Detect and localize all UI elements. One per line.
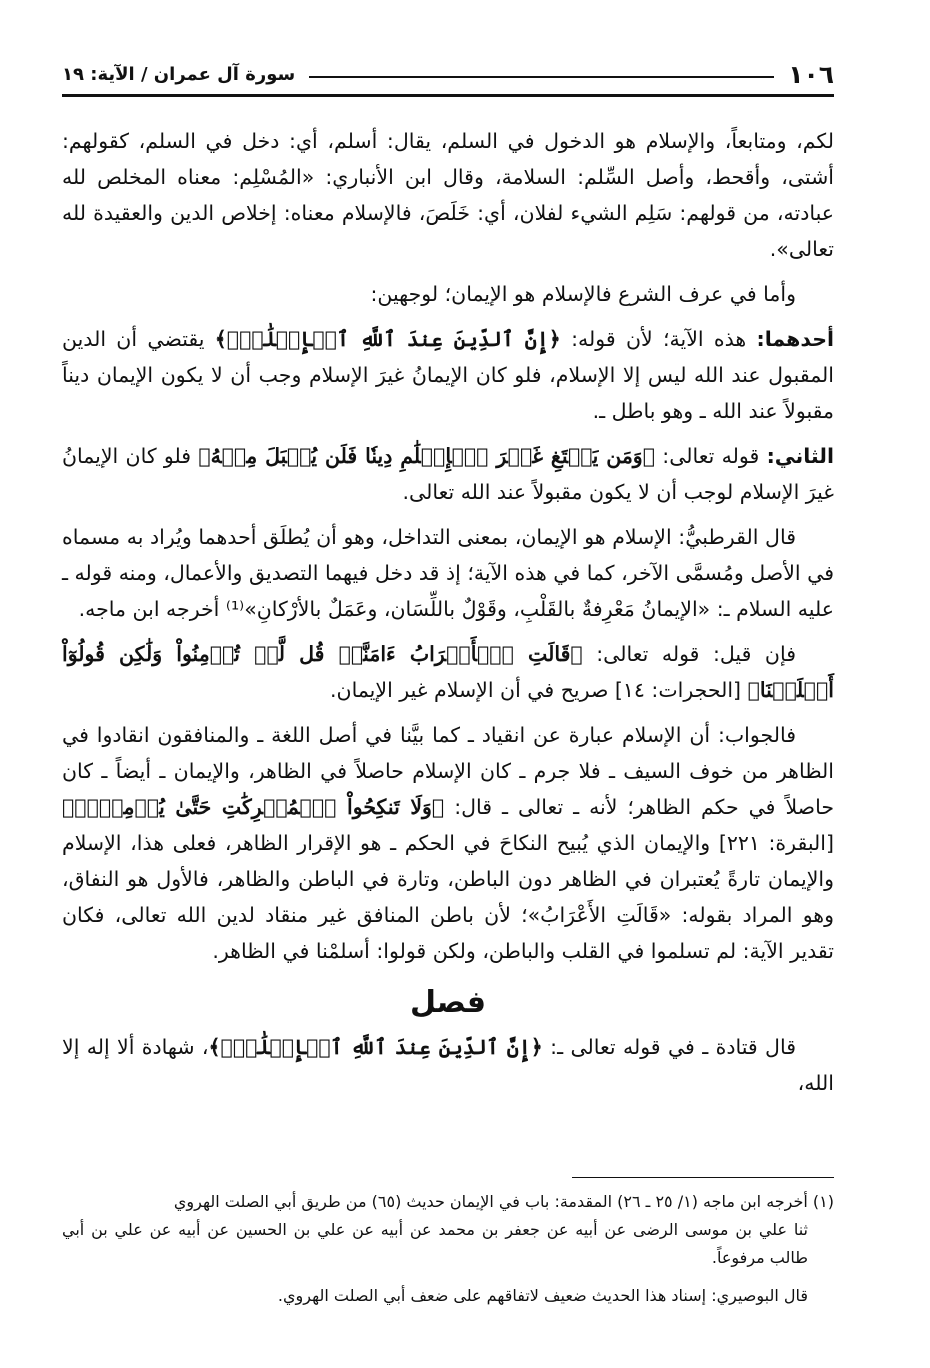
paragraph-8 xyxy=(62,1029,834,1101)
footnote-separator xyxy=(572,1177,834,1178)
paragraph-3 xyxy=(62,321,834,429)
quran-verse: ﴿إِنَّ ٱلدِّينَ عِندَ ٱللَّهِ ٱلۡإِسۡلَٰمُۗ﴾ xyxy=(214,327,561,351)
paragraph-text: [الحجرات: ١٤] صريح في أن الإسلام غير الإيمان. xyxy=(330,678,748,702)
paragraph-lead: أحدهما: xyxy=(756,327,834,351)
quran-verse: ﴿إِنَّ ٱلدِّينَ عِندَ ٱللَّهِ ٱلۡإِسۡلَٰمُۗ﴾ xyxy=(208,1035,543,1059)
paragraph-5: قال القرطبيُّ: الإسلام هو الإيمان، بمعنى التداخل، وهو أن يُطلَق أحدهما ويُراد به مسماه في الأصل ومُسمَّى الآخر، كما في هذه الآية؛ إذ قد دخل فيهما التصديق والأعمال، ومنه قوله ـ عليه السلام ـ: «الإيمانُ مَعْرِفةٌ بالقَلْبِ، وقَوْلٌ باللِّسَان، وعَمَلٌ بالأرْكانِ»⁽¹⁾ أخرجه ابن ماجه. xyxy=(62,525,834,621)
quran-verse: ﴿وَلَا تَنكِحُواْ ٱلۡمُشۡرِكَٰتِ حَتَّىٰ يُؤۡمِنَّۚ﴾ xyxy=(62,795,445,819)
footnote-remark: قال البوصيري: إسناد هذا الحديث ضعيف لاتفاقهم على ضعف أبي الصلت الهروي. xyxy=(277,1286,808,1305)
paragraph-text: قوله تعالى: xyxy=(655,444,767,468)
paragraph-1: لكم، ومتابعاً، والإسلام هو الدخول في السلم، يقال: أسلم، أي: دخل في السلم، كقولهم: أشتى، وأقحط، وأصل السِّلم: السلامة، وقال ابن الأنباري: «المُسْلِم: معناه المخلص لله عبادته، من قولهم: سَلِم الشيء لفلان، أي: خَلَصَ، فالإسلام معناه: إخلاص الدين والعقيدة لله تعالى». xyxy=(62,129,834,261)
paragraph-4 xyxy=(62,438,834,510)
page-header xyxy=(62,56,834,92)
paragraph-lead: الثاني: xyxy=(766,444,834,468)
surah-reference: سورة آل عمران / الآية: ١٩ xyxy=(62,63,296,85)
paragraph-text: [البقرة: ٢٢١] والإيمان الذي يُبيح النكاحَ في الحكم ـ هو الإقرار الظاهر، فعلى هذا، الإسلام والإيمان تارةً يُعتبران في الظاهر دون الباطن، وتارة في الباطن والظاهر، فالأول هو النفاق، وهو المراد بقوله: «قَالَتِ الأَعْرَابُ»؛ لأن باطن المنافق غير منقاد لدين الله تعالى، فكان تقدير الآية: لم تسلموا في القلب والباطن، ولكن قولوا: أسلمْنا في الظاهر. xyxy=(62,831,834,963)
quran-verse: ﴿قَالَتِ ٱلۡأَعۡرَابُ ءَامَنَّاۖ قُل لَّمۡ تُؤۡمِنُواْ وَلَٰكِن قُولُوٓاْ أَسۡلَمۡنَا﴾ xyxy=(62,642,834,702)
header-rule xyxy=(62,94,834,97)
main-text xyxy=(62,123,834,1110)
page-number: ١٠٦ xyxy=(788,59,834,89)
paragraph-text: ، شهادة ألا إله إلا الله، xyxy=(62,1035,834,1095)
paragraph-text: قال قتادة ـ في قوله تعالى ـ: xyxy=(542,1035,796,1059)
paragraph-text: فالجواب: أن الإسلام عبارة عن انقياد ـ كما بيَّنا في أصل اللغة ـ والمنافقون انقادوا في الظاهر من خوف السيف ـ فلا جرم ـ كان الإسلام حاصلاً في الظاهر، والإيمان ـ أيضاً ـ كان حاصلاً في حكم الظاهر؛ لأنه ـ تعالى ـ قال: xyxy=(62,723,834,819)
footnotes xyxy=(62,1188,834,1320)
footnote-1: (١) أخرجه ابن ماجه (١/ ٢٥ ـ ٢٦) المقدمة: باب في الإيمان حديث (٦٥) من طريق أبي الصلت الهروي xyxy=(173,1192,834,1211)
header-line xyxy=(309,76,774,78)
paragraph-6 xyxy=(62,636,834,708)
quran-verse: ﴿وَمَن يَبۡتَغِ غَيۡرَ ٱلۡإِسۡلَٰمِ دِينٗا فَلَن يُقۡبَلَ مِنۡهُ﴾ xyxy=(198,444,656,468)
paragraph-7 xyxy=(62,717,834,969)
section-title: فصل xyxy=(410,985,486,1020)
paragraph-2: وأما في عرف الشرع فالإسلام هو الإيمان؛ لوجهين: xyxy=(370,282,796,306)
paragraph-text: هذه الآية؛ لأن قوله: xyxy=(560,327,757,351)
paragraph-text: يقتضي أن الدين المقبول عند الله ليس إلا الإسلام، فلو كان الإيمانُ غيرَ الإسلام وجب أن لا يكون الإيمان ديناً مقبولاً عند الله ـ وهو باطل ـ. xyxy=(62,327,834,423)
footnote-1-continuation: ثنا علي بن موسى الرضى عن أبيه عن جعفر بن محمد عن أبيه عن علي بن الحسين عن أبيه عن علي بن أبي طالب مرفوعاً. xyxy=(62,1220,808,1267)
paragraph-text: فإن قيل: قوله تعالى: xyxy=(582,642,796,666)
paragraph-text: فلو كان الإيمانُ غيرَ الإسلام لوجب أن لا يكون مقبولاً عند الله تعالى. xyxy=(62,444,834,504)
